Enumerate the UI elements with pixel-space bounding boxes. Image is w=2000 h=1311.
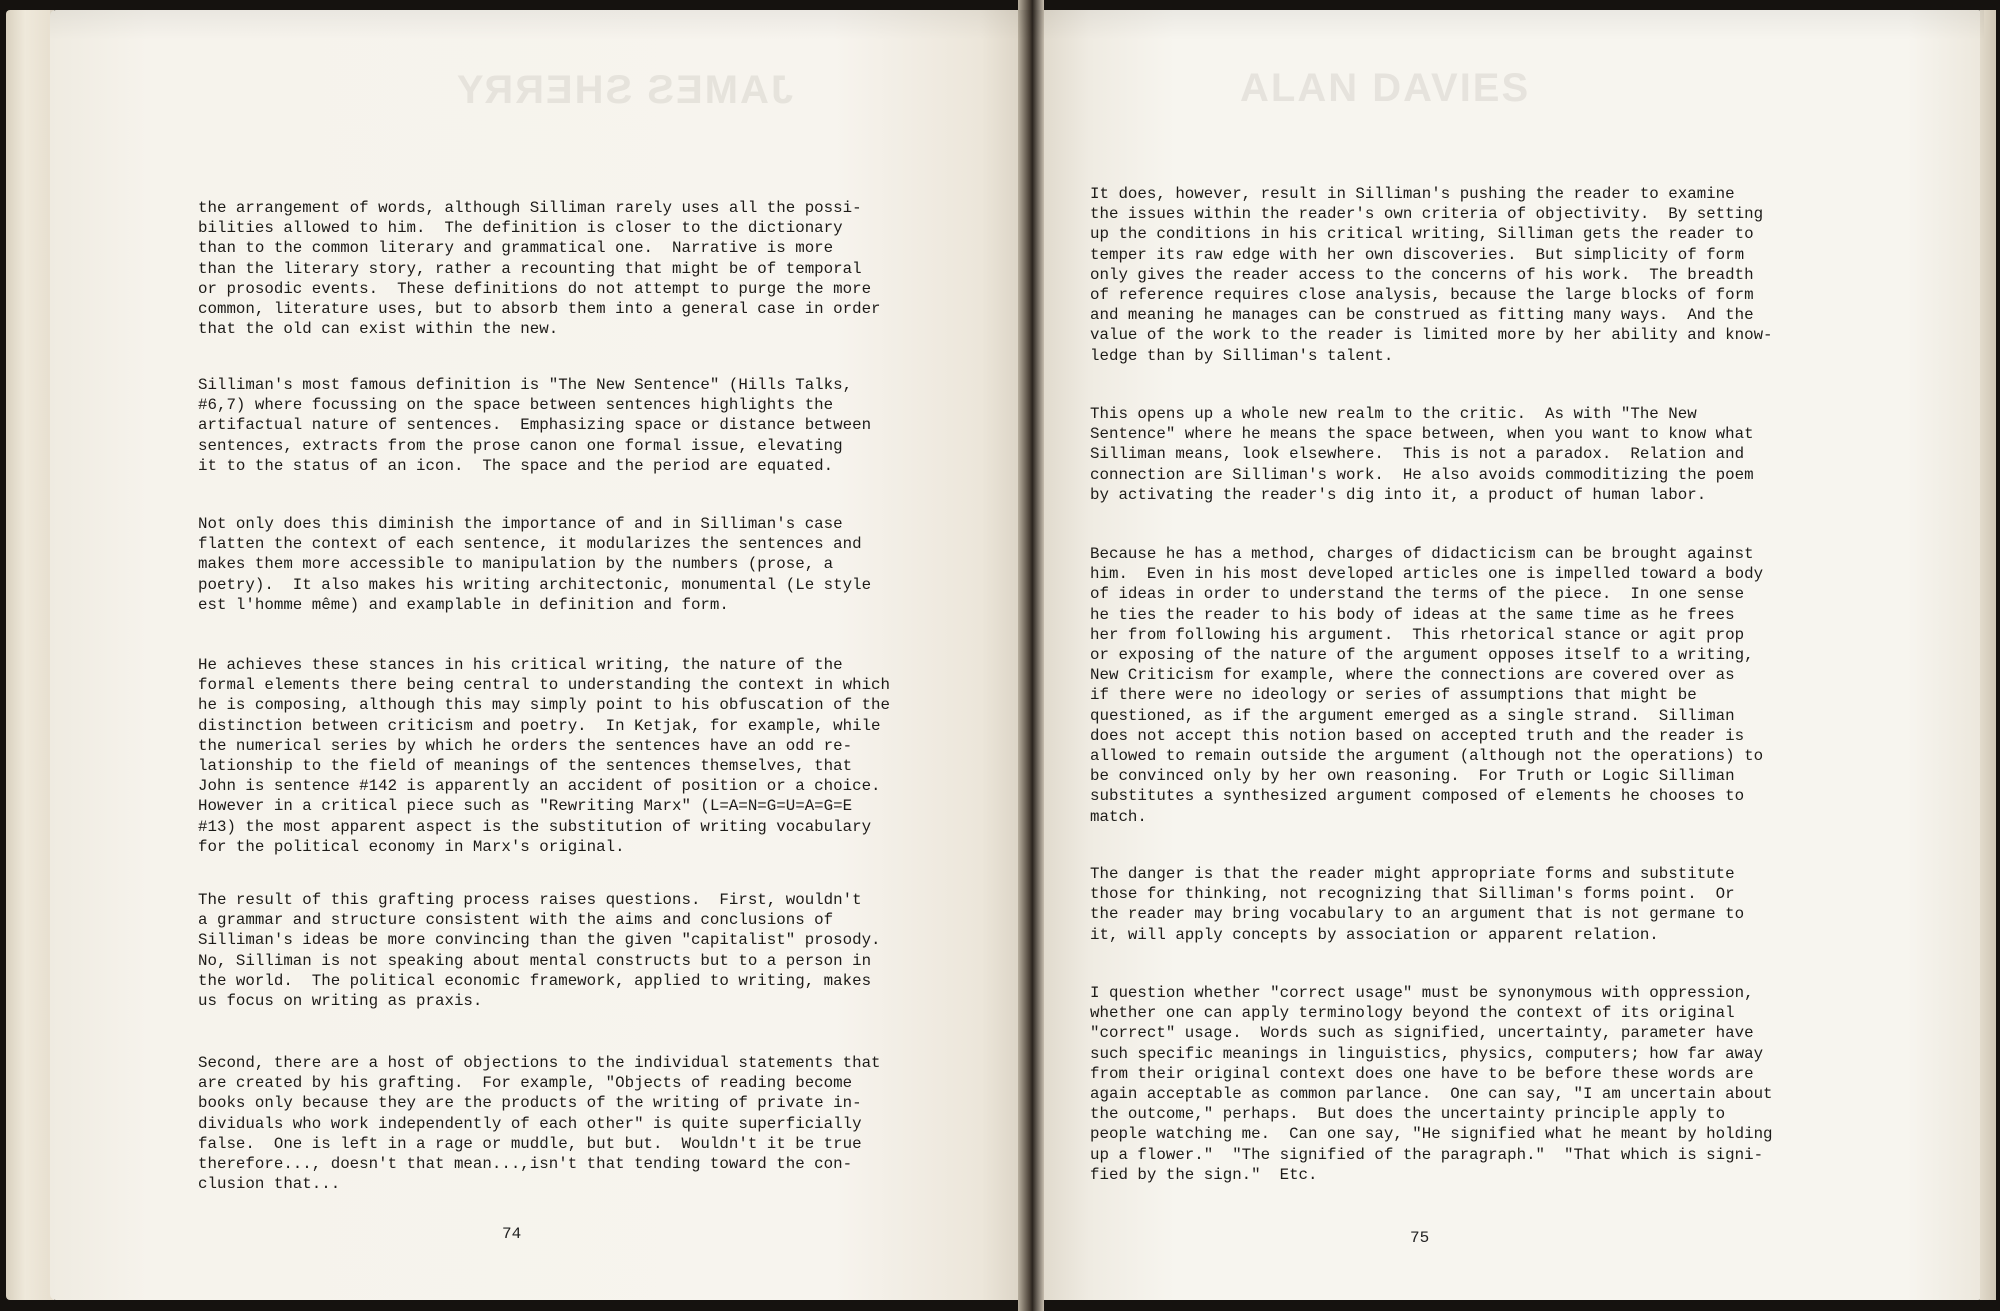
page-number-left: 74: [502, 1225, 522, 1243]
right-paragraph-3: Because he has a method, charges of didacticism can be brought against him. Even in his most developed articles one is impelled toward a body of ideas in order to understand the terms of the piece. In one sense he ties the reader to his body of ideas at the same time as he frees her from following his argument. This rhetorical stance or agit prop or exposing of the nature of the argument opposes itself to a writing, New Criticism for example, where the connections are covered over as if there were no ideology or series of assumptions that might be questioned, as if the argument emerged as a single strand. Silliman does not accept this notion based on accepted truth and the reader is allowed to remain outside the argument (although not the operations) to be convinced only by her own reasoning. For Truth or Logic Silliman substitutes a synthesized argument composed of elements he chooses to match.: [1090, 545, 1764, 826]
page-edges-right: [1980, 10, 1996, 1300]
left-paragraph-5: The result of this grafting process raises questions. First, wouldn't a grammar and structure consistent with the aims and conclusions of Silliman's ideas be more convincing than the given "capitalist" prosody. No, Silliman is not speaking about mental constructs but to a person in the world. The political economic framework, applied to writing, makes us focus on writing as praxis.: [198, 891, 881, 1011]
show-through-title-left: JAMES SHERRY: [455, 68, 794, 112]
left-paragraph-4: He achieves these stances in his critical writing, the nature of the formal elements there being central to understanding the context in which he is composing, although this may simply point to his obfuscation of the distinction between criticism and poetry. In Ketjak, for example, while the numerical series by which he orders the sentences have an odd re- lationship to the field of meanings of the sentences themselves, that John is sentence #142 is apparently an accident of position or a choice. However in a critical piece such as "Rewriting Marx" (L=A=N=G=U=A=G=E #13) the most apparent aspect is the substitution of writing vocabulary for the political economy in Marx's original.: [198, 656, 891, 856]
show-through-title-right: ALAN DAVIES: [1240, 66, 1531, 110]
left-paragraph-6: Second, there are a host of objections to the individual statements that are created by his grafting. For example, "Objects of reading become books only because they are the products of the writing of private in- dividuals who work independently of each other" is quite superficially false. One is left in a rage or muddle, but but. Wouldn't it be true therefore..., doesn't that mean...,isn't that tending toward the con- clusion that...: [198, 1054, 881, 1194]
book-spine: [1018, 0, 1044, 1311]
left-paragraph-2: Silliman's most famous definition is "The New Sentence" (Hills Talks, #6,7) where focussing on the space between sentences highlights the artifactual nature of sentences. Emphasizing space or distance between sentences, extracts from the prose canon one formal issue, elevating it to the status of an icon. The space and the period are equated.: [198, 376, 872, 475]
right-paragraph-1: It does, however, result in Silliman's pushing the reader to examine the issues within the reader's own criteria of objectivity. By setting up the conditions in his critical writing, Silliman gets the reader to temper its raw edge with her own discoveries. But simplicity of form only gives the reader access to the concerns of his work. The breadth of reference requires close analysis, because the large blocks of form and meaning he manages can be construed as fitting many ways. And the value of the work to the reader is limited more by her ability and know- ledge than by Silliman's talent.: [1090, 185, 1773, 365]
left-paragraph-1: the arrangement of words, although Silliman rarely uses all the possi- bilities allowed to him. The definition is closer to the dictionary than to the common literary and grammatical one. Narrative is more than the literary story, rather a recounting that might be of temporal or prosodic events. These definitions do not attempt to purge the more common, literature uses, but to absorb them into a general case in order that the old can exist within the new.: [198, 199, 881, 339]
page-number-right: 75: [1410, 1229, 1430, 1247]
page-edges-left: [6, 10, 54, 1300]
right-paragraph-4: The danger is that the reader might appropriate forms and substitute those for thinking, not recognizing that Silliman's forms point. Or the reader may bring vocabulary to an argument that is not germane to it, will apply concepts by association or apparent relation.: [1090, 865, 1745, 944]
right-paragraph-2: This opens up a whole new realm to the critic. As with "The New Sentence" where he means the space between, when you want to know what Silliman means, look elsewhere. This is not a paradox. Relation and connection are Silliman's work. He also avoids commoditizing the poem by activating the reader's dig into it, a product of human labor.: [1090, 405, 1754, 504]
left-paragraph-3: Not only does this diminish the importance of and in Silliman's case flatten the context of each sentence, it modularizes the sentences and makes them more accessible to manipulation by the numbers (prose, a poetry). It also makes his writing architectonic, monumental (Le style est l'homme même) and examplable in definition and form.: [198, 515, 872, 614]
right-paragraph-5: I question whether "correct usage" must be synonymous with oppression, whether one can apply terminology beyond the context of its original "correct" usage. Words such as signified, uncertainty, parameter have such specific meanings in linguistics, physics, computers; how far away from their original context does one have to be before these words are again acceptable as common parlance. One can say, "I am uncertain about the outcome," perhaps. But does the uncertainty principle apply to people watching me. Can one say, "He signified what he meant by holding up a flower." "The signified of the paragraph." "That which is signi- fied by the sign." Etc.: [1090, 984, 1773, 1184]
